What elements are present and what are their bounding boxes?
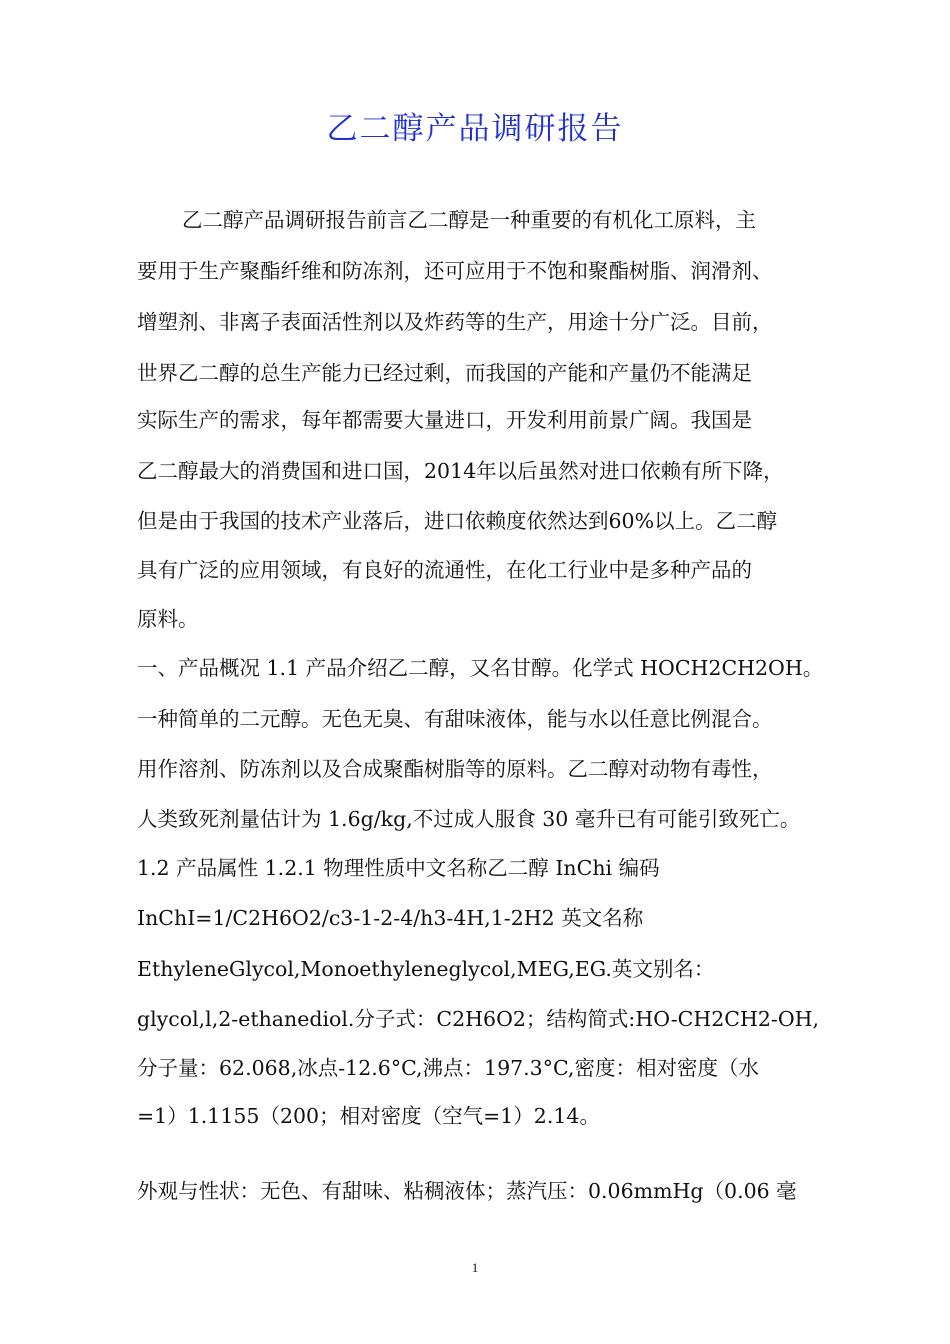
paragraph-line-20: 外观与性状：无色、有甜味、粘稠液体；蒸汽压：0.06mmHg（0.06 毫 [137,1179,797,1203]
paragraph-line-18: 分子量：62.068,冰点-12.6°C,沸点：197.3°C,密度：相对密度（水 [137,1056,759,1080]
paragraph-line-13: 人类致死剂量估计为 1.6g/kg,不过成人服食 30 毫升已有可能引致死亡。 [137,807,801,831]
paragraph-line-3: 增塑剂、非离子表面活性剂以及炸药等的生产，用途十分广泛。目前， [137,310,773,334]
page-number: 1 [471,1260,479,1275]
paragraph-line-4: 世界乙二醇的总生产能力已经过剩，而我国的产能和产量仍不能满足 [137,361,752,385]
paragraph-line-16: EthyleneGlycol,Monoethyleneglycol,MEG,EG.英文别名： [137,957,715,981]
paragraph-line-15: InChI=1/C2H6O2/c3-1-2-4/h3-4H,1-2H2 英文名称 [137,906,644,930]
paragraph-line-7: 但是由于我国的技术产业落后，进口依赖度依然达到60%以上。乙二醇 [137,509,778,533]
paragraph-line-14: 1.2 产品属性 1.2.1 物理性质中文名称乙二醇 InChi 编码 [137,856,660,880]
paragraph-line-1: 乙二醇产品调研报告前言乙二醇是一种重要的有机化工原料，主 [182,208,756,232]
paragraph-line-12: 用作溶剂、防冻剂以及合成聚酯树脂等的原料。乙二醇对动物有毒性， [137,757,773,781]
paragraph-line-19: =1）1.1155（200；相对密度（空气=1）2.14。 [137,1104,600,1128]
paragraph-line-11: 一种简单的二元醇。无色无臭、有甜味液体，能与水以任意比例混合。 [137,707,773,731]
paragraph-line-17: glycol,l,2-ethanediol.分子式：C2H6O2；结构简式:HO-CH2CH2-OH, [137,1007,820,1031]
paragraph-line-5: 实际生产的需求，每年都需要大量进口，开发利用前景广阔。我国是 [137,408,752,432]
paragraph-line-2: 要用于生产聚酯纤维和防冻剂，还可应用于不饱和聚酯树脂、润滑剂、 [137,259,773,283]
document-title: 乙二醇产品调研报告 [326,111,624,147]
paragraph-line-6: 乙二醇最大的消费国和进口国，2014年以后虽然对进口依赖有所下降， [137,459,784,483]
paragraph-line-9: 原料。 [137,607,199,631]
paragraph-line-8: 具有广泛的应用领域，有良好的流通性，在化工行业中是多种产品的 [137,558,752,582]
paragraph-line-10: 一、产品概况 1.1 产品介绍乙二醇，又名甘醇。化学式 HOCH2CH2OH。 [137,656,824,680]
